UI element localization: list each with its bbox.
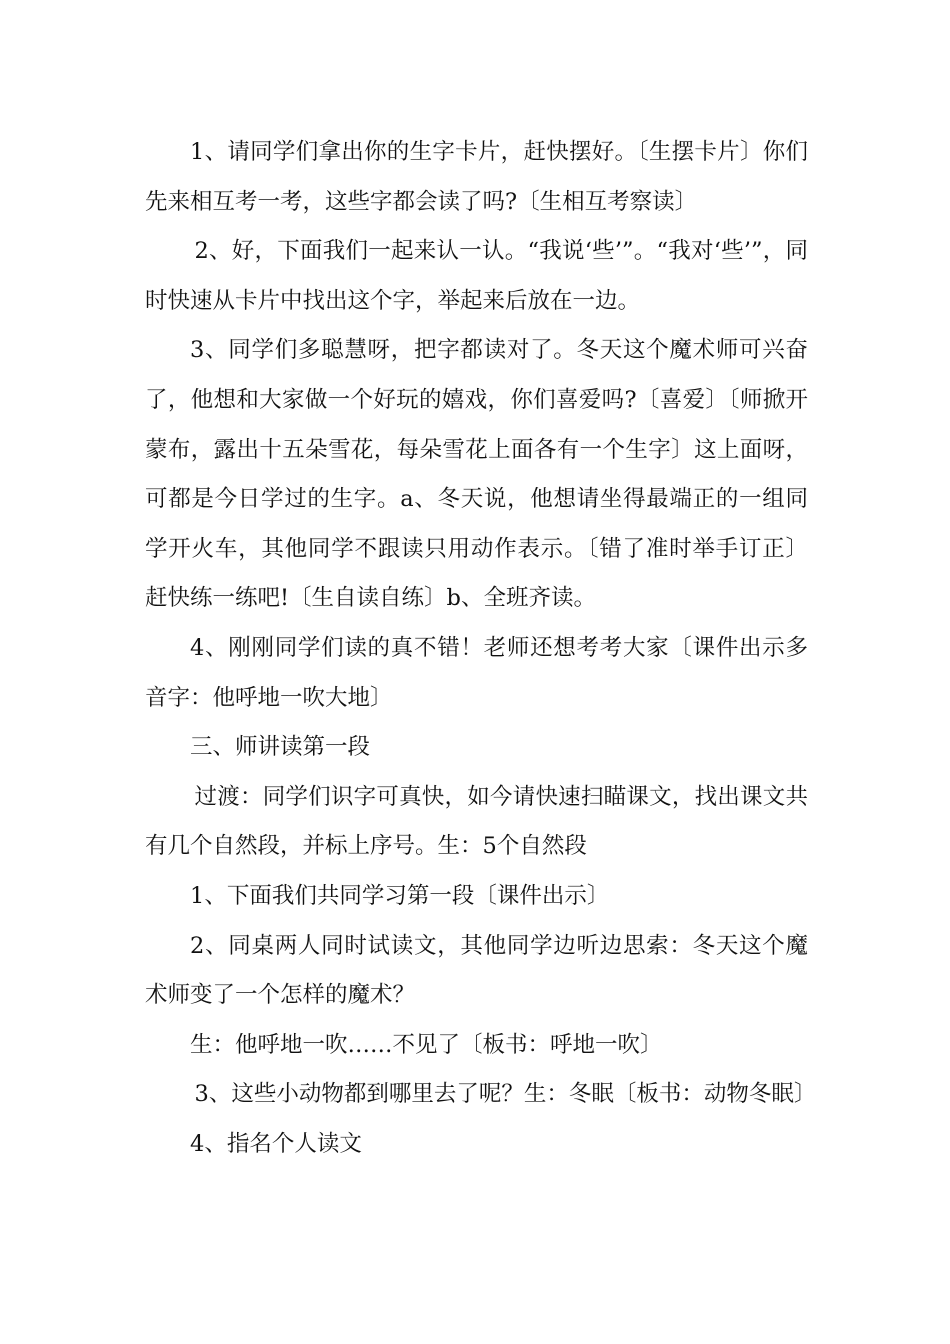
paragraph-3: 3、同学们多聪慧呀，把字都读对了。冬天这个魔术师可兴奋了，他想和大家做一个好玩的嬉戏，你们喜爱吗?〔喜爱〕〔师掀开蒙布，露出十五朵雪花，每朵雪花上面各有一个生字〕这上面呀，可都是今日学过的生字。a、冬天说，他想请坐得最端正的一组同学开火车，其他同学不跟读只用动作表示。〔错了准时举手订正〕赶快练一练吧!〔生自读自练〕b、全班齐读。 — [145, 337, 808, 612]
document-body — [145, 128, 817, 1169]
paragraph-step-3: 3、这些小动物都到哪里去了呢？生：冬眠〔板书：动物冬眠〕 — [194, 1081, 817, 1108]
paragraph-step-4: 4、指名个人读文 — [190, 1130, 362, 1157]
paragraph-2: 2、好，下面我们一起来认一认。“我说‘些’”。“我对‘些’”，同时快速从卡片中找出这个字，举起来后放在一边。 — [145, 238, 808, 314]
paragraph-transition: 过渡：同学们识字可真快，如今请快速扫瞄课文，找出课文共有几个自然段，并标上序号。生：5个自然段 — [145, 783, 808, 860]
paragraph-step-2: 2、同桌两人同时试读文，其他同学边听边思索：冬天这个魔术师变了一个怎样的魔术？ — [145, 932, 808, 1009]
paragraph-step-1: 1、下面我们共同学习第一段〔课件出示〕 — [190, 882, 610, 909]
paragraph-student-answer: 生：他呼地一吹……不见了〔板书：呼地一吹〕 — [190, 1031, 663, 1058]
paragraph-4: 4、刚刚同学们读的真不错！老师还想考考大家〔课件出示多音字：他呼地一吹大地〕 — [145, 634, 808, 711]
paragraph-1: 1、请同学们拿出你的生字卡片，赶快摆好。〔生摆卡片〕你们先来相互考一考，这些字都会读了吗?〔生相互考察读〕 — [145, 139, 808, 215]
section-heading: 三、师讲读第一段 — [190, 734, 371, 761]
